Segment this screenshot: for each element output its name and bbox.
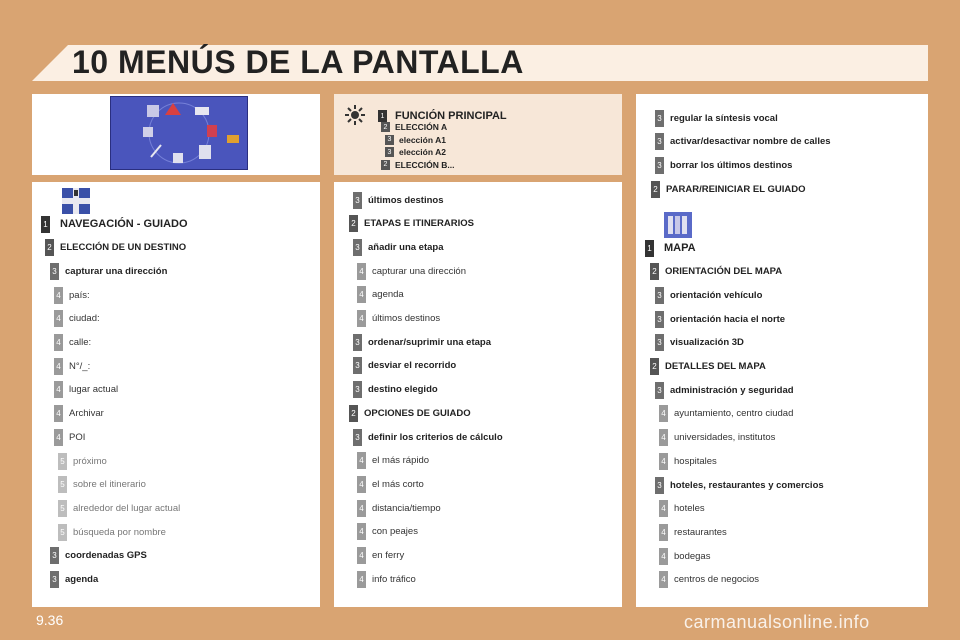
menu-item (357, 260, 466, 282)
menu-item-label: capturar una dirección (372, 265, 466, 277)
menu-item-label: alrededor del lugar actual (73, 502, 181, 514)
level-badge: 3 (353, 192, 362, 209)
menu-item (650, 356, 766, 378)
level-badge: 3 (353, 429, 362, 446)
level-badge: 4 (659, 405, 668, 422)
menu-item-label: POI (69, 431, 86, 443)
level-badge: 4 (659, 571, 668, 588)
menu-item (50, 569, 98, 591)
level-badge: 3 (353, 334, 362, 351)
menu-item (357, 308, 440, 330)
menu-item (54, 403, 104, 425)
level-badge: 3 (655, 110, 664, 127)
menu-item (54, 379, 118, 401)
level-badge: 3 (655, 133, 664, 150)
level-badge: 2 (650, 263, 659, 280)
menu-item-label: capturar una dirección (65, 265, 168, 277)
menu-item (353, 426, 503, 448)
level-badge: 4 (659, 524, 668, 541)
level-badge: 4 (357, 500, 366, 517)
menu-item (54, 332, 91, 354)
level-badge: 2 (349, 215, 358, 232)
level-badge: 2 (349, 405, 358, 422)
crossroads-icon (62, 188, 90, 214)
funcion-item-label: elección A1 (399, 134, 446, 145)
menu-item-label: próximo (73, 455, 107, 467)
funcion-item-label: ELECCIÓN B... (395, 159, 455, 170)
funcion-item (385, 134, 446, 146)
level-badge: 4 (357, 476, 366, 493)
menu-item-label: añadir una etapa (368, 241, 444, 253)
menu-item-label: agenda (65, 574, 99, 585)
navigation-map-icon (111, 97, 247, 169)
level-badge: 5 (58, 453, 67, 470)
level-badge: 4 (54, 405, 63, 422)
menu-item (357, 521, 418, 543)
menu-item (645, 237, 696, 259)
level-badge: 3 (353, 357, 362, 374)
menu-item-label: MAPA (664, 242, 696, 254)
level-badge: 3 (655, 287, 664, 304)
menu-item (655, 131, 831, 153)
level-badge: 4 (357, 523, 366, 540)
menu-item (357, 497, 441, 519)
menu-item-label: distancia/tiempo (372, 502, 441, 514)
menu-item-label: agenda (372, 289, 404, 301)
level-badge: 4 (357, 263, 366, 280)
level-badge: 3 (655, 334, 664, 351)
settings-sun-icon (344, 104, 366, 126)
menu-item-label: borrar los últimos destinos (670, 159, 793, 171)
funcion-item-label: ELECCIÓN A (395, 122, 448, 132)
menu-item-label: DETALLES DEL MAPA (665, 361, 766, 372)
menu-item-label: el más rápido (372, 455, 430, 467)
menu-item (651, 178, 806, 200)
menu-item-label: desviar el recorrido (368, 360, 457, 372)
menu-item (353, 355, 456, 377)
menu-item (41, 213, 188, 235)
level-badge: 2 (45, 239, 54, 256)
menu-item-label: coordenadas GPS (65, 550, 147, 562)
menu-item (659, 498, 705, 520)
menu-item-label: OPCIONES DE GUIADO (364, 407, 471, 419)
menu-item (58, 497, 180, 519)
menu-item (349, 213, 474, 235)
level-badge: 2 (651, 181, 660, 198)
funcion-item (381, 159, 455, 171)
menu-item (45, 237, 186, 259)
menu-item-label: ETAPAS E ITINERARIOS (364, 218, 474, 230)
menu-item (659, 450, 717, 472)
menu-item (655, 284, 762, 306)
level-badge: 3 (50, 263, 59, 280)
menu-item (54, 284, 90, 306)
menu-item-label: país: (69, 289, 90, 301)
level-badge: 3 (655, 477, 664, 494)
level-badge: 4 (357, 547, 366, 564)
menu-item (655, 154, 792, 176)
level-badge: 3 (353, 381, 362, 398)
level-badge: 5 (58, 524, 67, 541)
level-badge: 1 (645, 240, 654, 257)
level-badge: 4 (357, 310, 366, 327)
menu-item-label: ELECCIÓN DE UN DESTINO (60, 242, 187, 254)
menu-item-label: ORIENTACIÓN DEL MAPA (665, 266, 783, 278)
menu-item (54, 308, 100, 330)
level-badge: 3 (50, 547, 59, 564)
menu-item-label: ordenar/suprimir una etapa (368, 336, 492, 348)
menu-item-label: hospitales (674, 455, 717, 467)
menu-item-label: administración y seguridad (670, 384, 794, 396)
level-badge: 4 (357, 452, 366, 469)
level-badge: 5 (58, 500, 67, 517)
menu-item (54, 355, 90, 377)
menu-item (655, 474, 824, 496)
menu-item (650, 261, 782, 283)
level-badge: 4 (659, 548, 668, 565)
funcion-heading: FUNCIÓN PRINCIPAL (395, 110, 507, 122)
menu-item (357, 473, 424, 495)
menu-item (353, 331, 491, 353)
funcion-item-label: elección A2 (399, 147, 446, 157)
menu-item-label: lugar actual (69, 384, 119, 396)
menu-item-label: orientación hacia el norte (670, 313, 786, 325)
menu-item-label: definir los criterios de cálculo (368, 431, 503, 443)
menu-item (353, 189, 443, 211)
menu-item (349, 402, 471, 424)
menu-item-label: universidades, institutos (674, 432, 776, 444)
menu-item-label: hoteles (674, 503, 705, 515)
page-number: 9.36 (36, 612, 64, 628)
level-badge: 3 (655, 382, 664, 399)
funcion-item (385, 146, 446, 158)
level-badge: 4 (659, 453, 668, 470)
level-badge: 1 (378, 110, 387, 122)
menu-item-label: bodegas (674, 550, 711, 562)
menu-item-label: orientación vehículo (670, 289, 763, 301)
page-title: 10 MENÚS DE LA PANTALLA (72, 44, 524, 80)
menu-item-label: calle: (69, 337, 92, 348)
menu-item (58, 474, 146, 496)
menu-item-label: ayuntamiento, centro ciudad (674, 408, 794, 420)
menu-item (357, 284, 404, 306)
level-badge: 3 (655, 157, 664, 174)
menu-item-label: activar/desactivar nombre de calles (670, 136, 831, 148)
menu-item (50, 545, 147, 567)
menu-item-label: restaurantes (674, 526, 727, 538)
level-badge: 3 (50, 571, 59, 588)
funcion-item (381, 121, 447, 133)
menu-item (659, 521, 727, 543)
menu-item-label: Archivar (69, 408, 104, 420)
menu-item-label: N°/_: (69, 360, 91, 372)
menu-item (655, 332, 744, 354)
menu-item-label: ciudad: (69, 313, 100, 325)
menu-item (357, 450, 429, 472)
level-badge: 4 (357, 286, 366, 303)
menu-item (659, 403, 793, 425)
menu-item (50, 260, 167, 282)
level-badge: 3 (385, 135, 394, 145)
level-badge: 4 (54, 334, 63, 351)
menu-item (357, 568, 416, 590)
level-badge: 5 (58, 476, 67, 493)
menu-item (54, 426, 85, 448)
map-books-icon (664, 212, 692, 238)
menu-item-label: PARAR/REINICIAR EL GUIADO (666, 183, 806, 195)
level-badge: 2 (650, 358, 659, 375)
level-badge: 3 (655, 311, 664, 328)
menu-item-label: sobre el itinerario (73, 479, 146, 491)
menu-item-label: hoteles, restaurantes y comercios (670, 479, 824, 491)
level-badge: 3 (385, 147, 394, 157)
level-badge: 4 (357, 571, 366, 588)
menu-item (655, 308, 785, 330)
menu-item (357, 545, 404, 567)
watermark: carmanualsonline.info (684, 612, 870, 632)
menu-item-label: NAVEGACIÓN - GUIADO (60, 218, 188, 230)
level-badge: 2 (381, 160, 390, 170)
menu-item-label: con peajes (372, 526, 418, 538)
funcion-panel (334, 94, 622, 175)
menu-item-label: visualización 3D (670, 337, 744, 349)
menu-item-label: destino elegido (368, 384, 438, 396)
menu-item (353, 379, 438, 401)
menu-item (353, 236, 444, 258)
menu-item (58, 450, 107, 472)
menu-item-label: búsqueda por nombre (73, 526, 166, 538)
level-badge: 4 (54, 287, 63, 304)
level-badge: 4 (54, 381, 63, 398)
menu-item (655, 379, 794, 401)
level-badge: 4 (659, 429, 668, 446)
menu-item-label: últimos destinos (368, 194, 444, 206)
menu-item-label: centros de negocios (674, 574, 760, 586)
menu-item (659, 427, 775, 449)
menu-item-label: el más corto (372, 478, 424, 490)
menu-item (659, 569, 759, 591)
level-badge: 1 (41, 216, 50, 233)
level-badge: 4 (54, 358, 63, 375)
level-badge: 4 (54, 310, 63, 327)
level-badge: 2 (381, 122, 390, 132)
menu-item (659, 545, 710, 567)
level-badge: 4 (54, 429, 63, 446)
menu-item (58, 521, 166, 543)
menu-item-label: regular la síntesis vocal (670, 112, 778, 124)
menu-item-label: en ferry (372, 550, 405, 561)
menu-item-label: últimos destinos (372, 313, 441, 324)
menu-item (655, 107, 778, 129)
level-badge: 4 (659, 500, 668, 517)
level-badge: 3 (353, 239, 362, 256)
menu-item-label: info tráfico (372, 573, 416, 585)
navigation-screen-image (110, 96, 248, 170)
